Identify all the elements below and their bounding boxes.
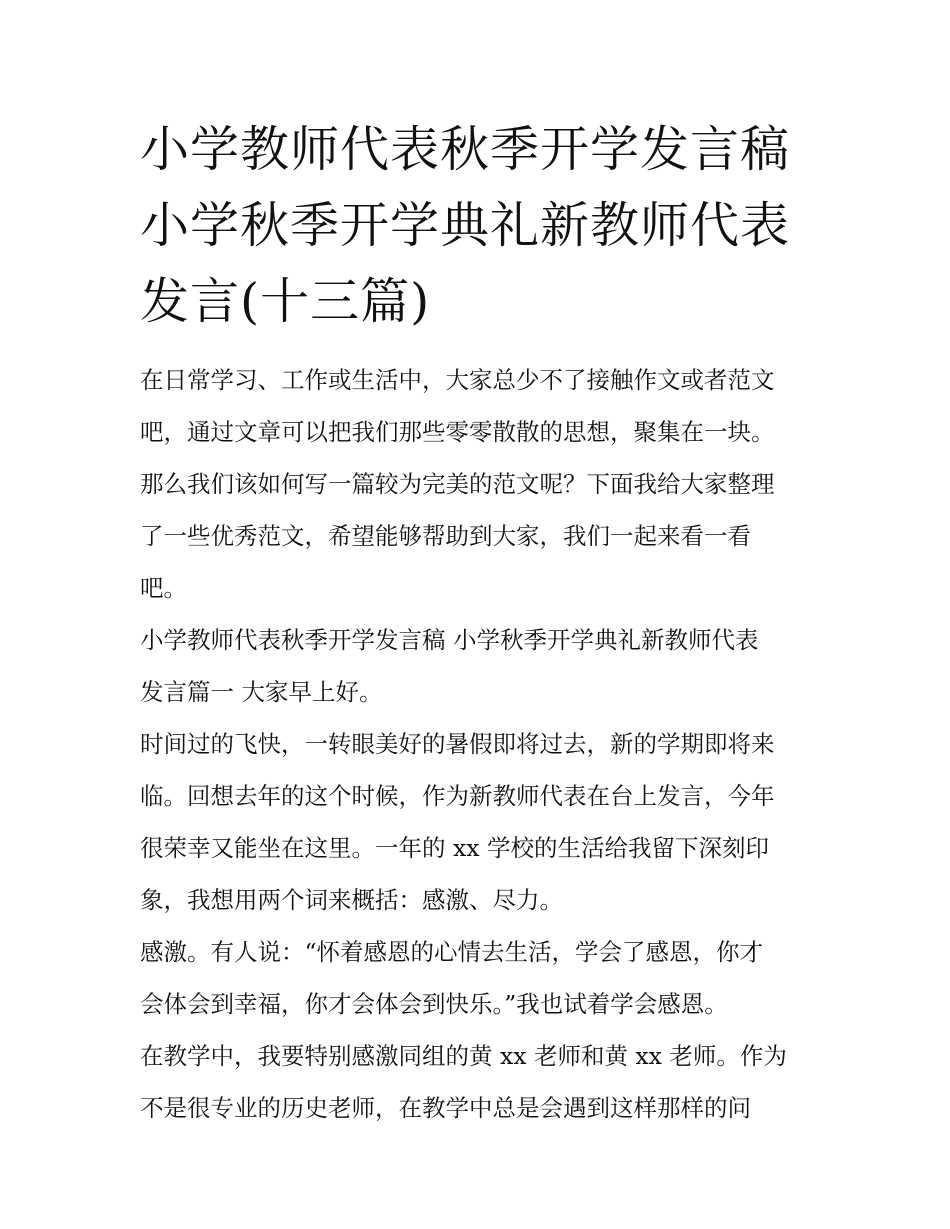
paragraph-teaching: 在教学中，我要特别感激同组的黄 xx 老师和黄 xx 老师。作为 不是很专业的历史老师，在教学中总是会遇到这样那样的问 (140, 1042, 787, 1122)
document-page (140, 112, 812, 1134)
paragraph-heading-part-1: 小学教师代表秋季开学发言稿 小学秋季开学典礼新教师代表 发言篇一 大家早上好。 (140, 626, 759, 706)
paragraph-intro: 在日常学习、工作或生活中，大家总少不了接触作文或者范文 吧，通过文章可以把我们那些零零散散的思想，聚集在一块。 那么我们该如何写一篇较为完美的范文呢？下面我给大家整理 了一些优秀范文，希望能够帮助到大家，我们一起来看一看 吧。 (140, 366, 775, 602)
document-title: 小学教师代表秋季开学发言稿 小学秋季开学典礼新教师代表 发言(十三篇) (140, 121, 791, 330)
paragraph-time-flies: 时间过的飞快，一转眼美好的暑假即将过去，新的学期即将来 临。回想去年的这个时候，作为新教师代表在台上发言，今年 很荣幸又能坐在这里。一年的 xx 学校的生活给我留下深刻印 象，我想用两个词来概括：感激、尽力。 (140, 730, 775, 914)
paragraph-gratitude: 感激。有人说：“怀着感恩的心情去生活，学会了感恩，你才 会体会到幸福，你才会体会到快乐。”我也试着学会感恩。 (140, 938, 764, 1018)
